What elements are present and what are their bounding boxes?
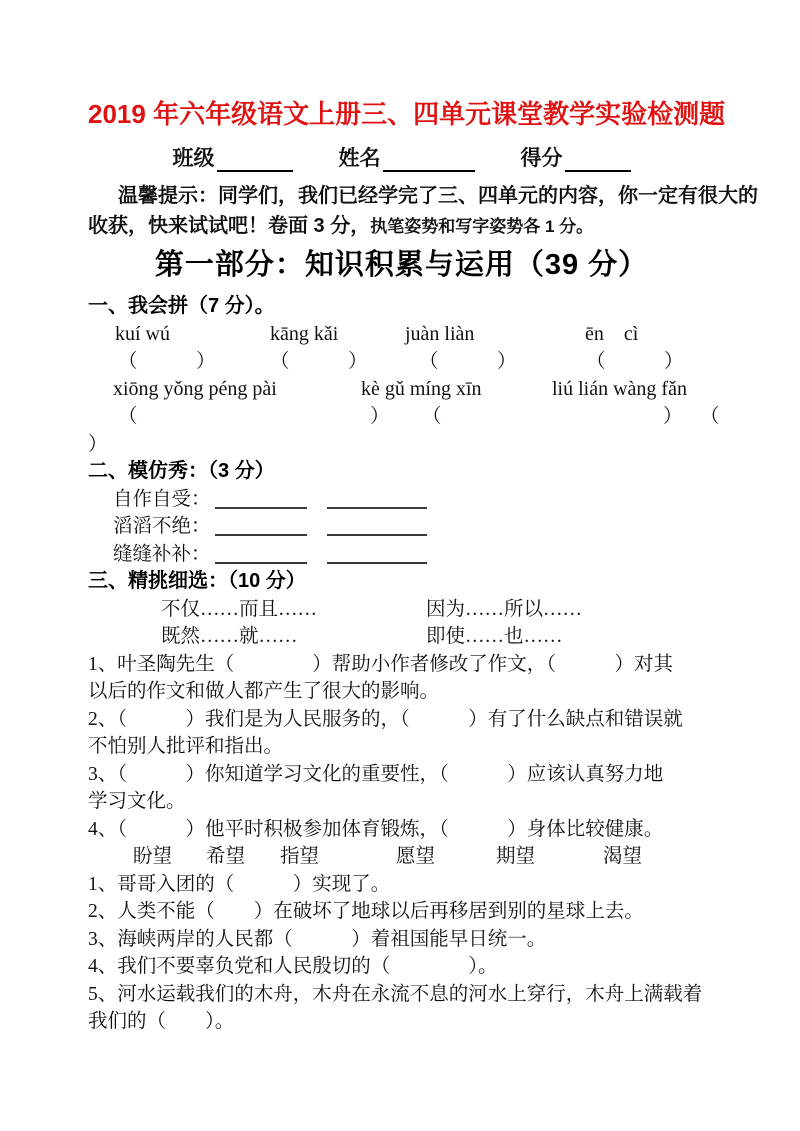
word-bank-item: 期望 — [496, 846, 536, 867]
blank-line — [327, 518, 427, 536]
question-line: 1、叶圣陶先生（ ）帮助小作者修改了作文，（ ）对其 — [88, 653, 674, 675]
imitation-row — [88, 486, 715, 514]
section3-title: 三、精挑细选：（10 分） — [88, 570, 306, 592]
question-line: 2、人类不能（ ）在破坏了地球以后再移居到别的星球上去。 — [88, 901, 644, 922]
paren-row-2-wrap — [88, 431, 715, 459]
blank-line — [327, 546, 427, 564]
conjunction-row — [88, 623, 715, 651]
word-bank-item: 盼望 — [133, 846, 173, 867]
pinyin-word: kuí wú — [115, 322, 170, 345]
score-blank-line — [565, 149, 631, 172]
question-line: 2、（ ）我们是为人民服务的，（ ）有了什么缺点和错误就 — [88, 708, 683, 730]
blank-line — [327, 491, 427, 509]
word-bank-item: 渴望 — [603, 846, 643, 867]
pinyin-word: ēn cì — [585, 322, 639, 345]
answer-parens: （ ） — [118, 351, 216, 372]
class-label: 班级 — [172, 147, 215, 170]
section1-title: 一、我会拼（7 分）。 — [88, 295, 275, 317]
blank-line — [215, 518, 307, 536]
answer-paren-close: ） — [663, 406, 683, 427]
question-line: 4、我们不要辜负党和人民殷切的（ ）。 — [88, 956, 498, 977]
name-label: 姓名 — [338, 147, 381, 170]
word-bank-item: 愿望 — [396, 846, 436, 867]
conjunction-option: 不仅……而且…… — [161, 598, 318, 620]
answer-paren-open: （ — [700, 406, 720, 427]
idiom-label: 滔滔不绝： — [113, 516, 211, 537]
imitation-row — [88, 541, 715, 569]
question-line: 学习文化。 — [88, 791, 186, 812]
class-blank-line — [217, 149, 293, 172]
paren-row-2 — [88, 403, 720, 431]
question-line: 3、（ ）你知道学习文化的重要性，（ ）应该认真努力地 — [88, 763, 664, 785]
idiom-label: 缝缝补补： — [113, 543, 211, 565]
hint-line-1: 温馨提示：同学们，我们已经学完了三、四单元的内容，你一定有很大的 — [118, 185, 758, 207]
pinyin-row-2 — [88, 376, 715, 404]
pinyin-word: liú lián wàng fǎn — [552, 377, 687, 400]
pinyin-row-1 — [88, 321, 715, 349]
blank-line — [215, 491, 307, 509]
pinyin-word: xiōng yǒng péng pài — [113, 377, 277, 400]
class-field — [173, 146, 293, 172]
answer-paren-open: （ — [422, 406, 442, 427]
student-info-row — [88, 144, 715, 172]
hint-line-2-small: 执笔姿势和写字姿势各 1 分。 — [370, 216, 594, 236]
question-line: 以后的作文和做人都产生了很大的影响。 — [88, 681, 440, 702]
imitation-row — [88, 513, 715, 541]
idiom-label: 自作自受： — [113, 488, 211, 510]
question-line: 4、（ ）他平时积极参加体育锻炼，（ ）身体比较健康。 — [88, 818, 664, 840]
word-bank-item: 指望 — [280, 846, 320, 867]
score-field — [521, 146, 631, 172]
answer-parens: （ ） — [586, 351, 684, 372]
question-line: 不怕别人批评和指出。 — [88, 736, 284, 757]
hint-paragraph — [88, 182, 758, 241]
blank-line — [215, 546, 307, 564]
conjunction-option: 因为……所以…… — [426, 598, 583, 620]
pinyin-word: juàn liàn — [405, 322, 475, 345]
answer-paren-close: ） — [88, 433, 108, 455]
conjunction-option: 既然……就…… — [161, 626, 298, 647]
conjunction-option: 即使……也…… — [426, 626, 563, 647]
name-field — [339, 146, 475, 172]
question-line: 我们的（ ）。 — [88, 1011, 235, 1032]
score-label: 得分 — [520, 147, 563, 170]
answer-parens: （ ） — [270, 351, 368, 372]
question-line: 1、哥哥入团的（ ）实现了。 — [88, 873, 391, 895]
pinyin-word: kè gǔ míng xīn — [361, 377, 482, 400]
name-blank-line — [383, 149, 475, 172]
question-line: 3、海峡两岸的人民都（ ）着祖国能早日统一。 — [88, 928, 547, 950]
paren-row-1 — [88, 348, 715, 376]
question-line: 5、河水运载我们的木舟，木舟在永流不息的河水上穿行，木舟上满载着 — [88, 983, 703, 1005]
answer-parens: （ ） — [419, 351, 517, 372]
answer-paren-close: ） — [370, 406, 390, 427]
pinyin-word: kāng kǎi — [270, 322, 339, 345]
word-bank-item: 希望 — [206, 846, 246, 867]
hint-line-2 — [88, 212, 715, 242]
part1-heading: 第一部分：知识积累与运用（39 分） — [154, 249, 649, 281]
document-title: 2019 年六年级语文上册三、四单元课堂教学实验检测题 — [88, 99, 726, 129]
answer-paren-open: （ — [118, 406, 138, 427]
section2-title: 二、模仿秀：（3 分） — [88, 460, 275, 482]
conjunction-row — [88, 596, 715, 624]
word-bank-row — [88, 843, 715, 871]
hint-line-2-main: 收获，快来试试吧！卷面 3 分， — [88, 214, 371, 237]
